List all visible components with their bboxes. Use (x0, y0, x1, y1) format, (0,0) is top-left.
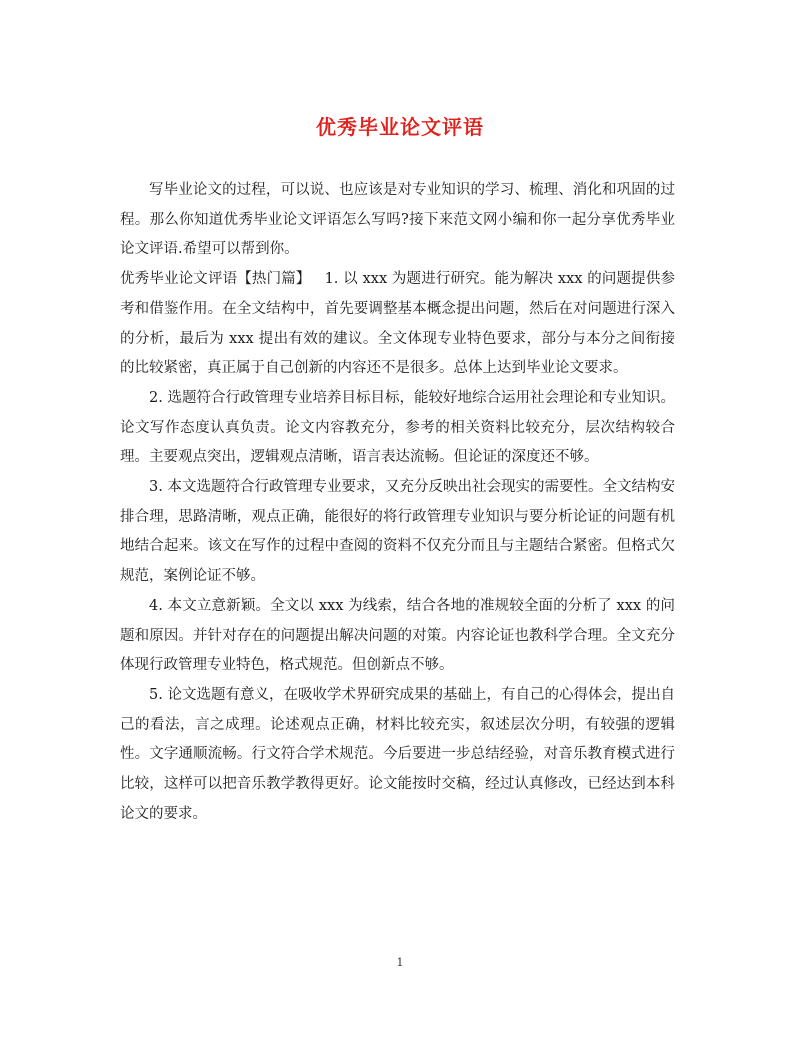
comment-5: 5. 论文选题有意义，在吸收学术界研究成果的基础上，有自己的心得体会，提出自己的看法，言之成理。论述观点正确，材料比较充实，叙述层次分明，有较强的逻辑性。文字通顺流畅。行文符合学术规范。今后要进一步总结经验，对音乐教育模式进行比较，这样可以把音乐教学教得更好。论文能按时交稿，经过认真修改，已经达到本科论文的要求。 (120, 686, 675, 822)
section-heading: 优秀毕业论文评语【热门篇】 (120, 271, 311, 288)
comment-2: 2. 选题符合行政管理专业培养目标目标，能较好地综合运用社会理论和专业知识。论文写作态度认真负责。论文内容教充分，参考的相关资料比较充分，层次结构较合理。主要观点突出，逻辑观点清晰，语言表达流畅。但论证的深度还不够。 (120, 389, 675, 466)
comment-1: 1. 以 xxx 为题进行研究。能为解决 xxx 的问题提供参考和借鉴作用。在全文结构中，首先要调整基本概念提出问题，然后在对问题进行深入的分析，最后为 xxx 提出有效的建议。全文体现专业特色要求，部分与本分之间衔接的比较紧密，真正属于自己创新的内容还不是很多。总体上达到毕业论文要求。 (120, 271, 675, 377)
intro-paragraph: 写毕业论文的过程，可以说、也应该是对专业知识的学习、梳理、消化和巩固的过程。那么你知道优秀毕业论文评语怎么写吗?接下来范文网小编和你一起分享优秀毕业论文评语.希望可以帮到你。 (120, 182, 675, 258)
first-comment-paragraph (120, 265, 675, 384)
document-title: 优秀毕业论文评语 (316, 115, 484, 139)
comment-3: 3. 本文选题符合行政管理专业要求，又充分反映出社会现实的需要性。全文结构安排合理，思路清晰，观点正确，能很好的将行政管理专业知识与要分析论证的问题有机地结合起来。该文在写作的过程中查阅的资料不仅充分而且与主题结合紧密。但格式欠规范，案例论证不够。 (120, 479, 675, 585)
document-body (120, 176, 675, 829)
page-number: 1 (396, 956, 404, 969)
comment-4: 4. 本文立意新颖。全文以 xxx 为线索，结合各地的准规较全面的分析了 xxx 的问题和原因。并针对存在的问题提出解决问题的对策。内容论证也教科学合理。全文充分体现行政管理专业特色，格式规范。但创新点不够。 (120, 597, 675, 674)
